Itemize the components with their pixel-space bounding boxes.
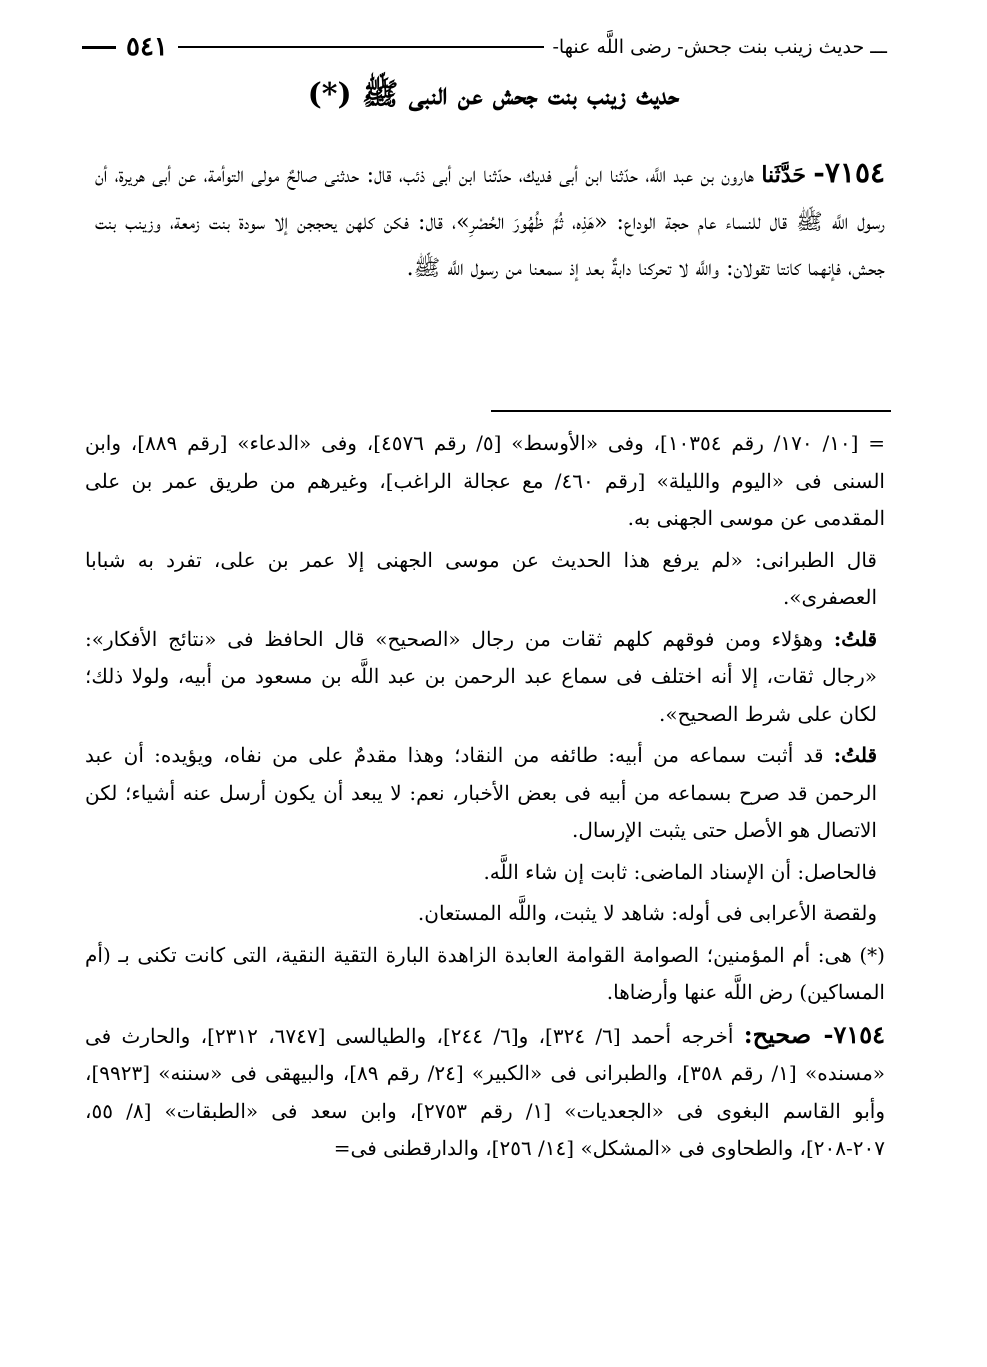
page-number-dash: [82, 46, 116, 49]
hadith-paragraph: [95, 150, 885, 293]
hadith-number: ٧١٥٤-: [813, 156, 886, 189]
footnote-paragraph: فالحاصل: أن الإسناد الماضى: ثابت إن شاء اللَّه.: [483, 859, 877, 884]
takhrij-label: ٧١٥٤- صحيح:: [743, 1019, 886, 1049]
footnote-paragraph: قال الطبرانى: «لم يرفع هذا الحديث عن موسى الجهنى إلا عمر بن على، تفرد به شبابا العصفرى».: [85, 547, 877, 609]
footnote-paragraph: (*) هى: أم المؤمنين؛ الصوامة القوامة العابدة الزاهدة البارة التقية النقية، التى كانت تكنى بـ (أم المساكين) رض اللَّه عنها وأرضاها.: [85, 942, 885, 1004]
footnote-paragraph: [85, 737, 885, 850]
footnote-text: قد أثبت سماعه من أبيه: طائفه من النقاد؛ وهذا مقدمٌ على من نفاه، ويؤيده: أن عبد الرحمن قد صرح بسماعه من أبيه فى بعض الأخبار، نعم: لا يبعد أن يكون أرسل عنه أشياء؛ لكن الاتصال هو الأصل حتى يثبت الإرسال.: [85, 743, 877, 842]
hadith-body: [95, 150, 885, 293]
footnotes: [85, 425, 885, 1172]
hadith-text: هارون بن عبد اللَّه، حدّثنا ابن أبى فديك، حدّثنا ابن أبى ذئب، قال: حدثنى صالحٌ مولى التوأمة، عن أبى هريرة، أن رسول اللَّه ﷺ قال للنساء عام حجة الوداع: «هَذِه، ثُمَّ ظُهُورَ الحُصْرِ»، قال: فكن كلهن يحججن إلا سودة بنت زمعة، وزينب بنت جحش، فإنهما كانتا تقولان: واللَّه لا تحركنا دابةٌ بعد إذ سمعنا من رسول اللَّه ﷺ.: [95, 163, 885, 281]
footnote-separator: [491, 410, 891, 412]
hadith-opening-word: حَدَّثَنا: [761, 162, 806, 188]
running-title: ـــ حديث زينب بنت جحش- رضى اللَّه عنها-: [552, 36, 887, 58]
footnote-paragraph: [85, 621, 885, 734]
footnote-text: أخرجه أحمد [٦/ ٣٢٤]، و[٦/ ٢٤٤]، والطيالسى [٦٧٤٧، ٢٣١٢]، والحارث فى «مسنده» [١/ رقم ٣٥٨]، والطبرانى فى «الكبير» [٢٤/ رقم ٨٩]، والبيهقى فى «سننه» [٩٩٢٣]، وأبو القاسم البغوى فى «الجعديات» [١/ رقم ٢٧٥٣]، وابن سعد فى «الطبقات» [٨/ ٥٥، ٢٠٧-٢٠٨]، والطحاوى فى «المشكل» [١٤/ ٢٥٦]، والدارقطنى فى=: [85, 1023, 886, 1160]
page-number: ٥٤١: [126, 32, 168, 62]
qultu-label: قلتُ:: [833, 743, 877, 767]
footnote-paragraph: ولقصة الأعرابى فى أوله: شاهد لا يثبت، واللَّه المستعان.: [417, 901, 877, 925]
footnote-text: وهؤلاء ومن فوقهم كلهم ثقات من رجال «الصحيح» قال الحافظ فى «نتائج الأفكار»: «رجال ثقات، إلا أنه اختلف فى سماع عبد الرحمن بن عبد اللَّه بن مسعود من أبيه، ولولا ذلك؛ لكان على شرط الصحيح».: [85, 626, 877, 726]
footnote-paragraph: = [١٠/ ١٧٠/ رقم ١٠٣٥٤]، وفى «الأوسط» [٥/ رقم ٤٥٧٦]، وفى «الدعاء» [رقم ٨٨٩]، وابن السنى فى «اليوم والليلة» [رقم ٤٦٠/ مع عجالة الراغب]، وغيرهم من طريق عمر بن على المقدمى عن موسى الجهنى به.: [85, 431, 886, 530]
qultu-label: قلتُ:: [833, 626, 878, 651]
header-rule: [178, 46, 545, 48]
chapter-title: حديث زينب بنت جحش عن النبى ﷺ (*): [307, 77, 680, 112]
footnote-paragraph: [85, 1016, 885, 1168]
running-header: [82, 30, 887, 64]
